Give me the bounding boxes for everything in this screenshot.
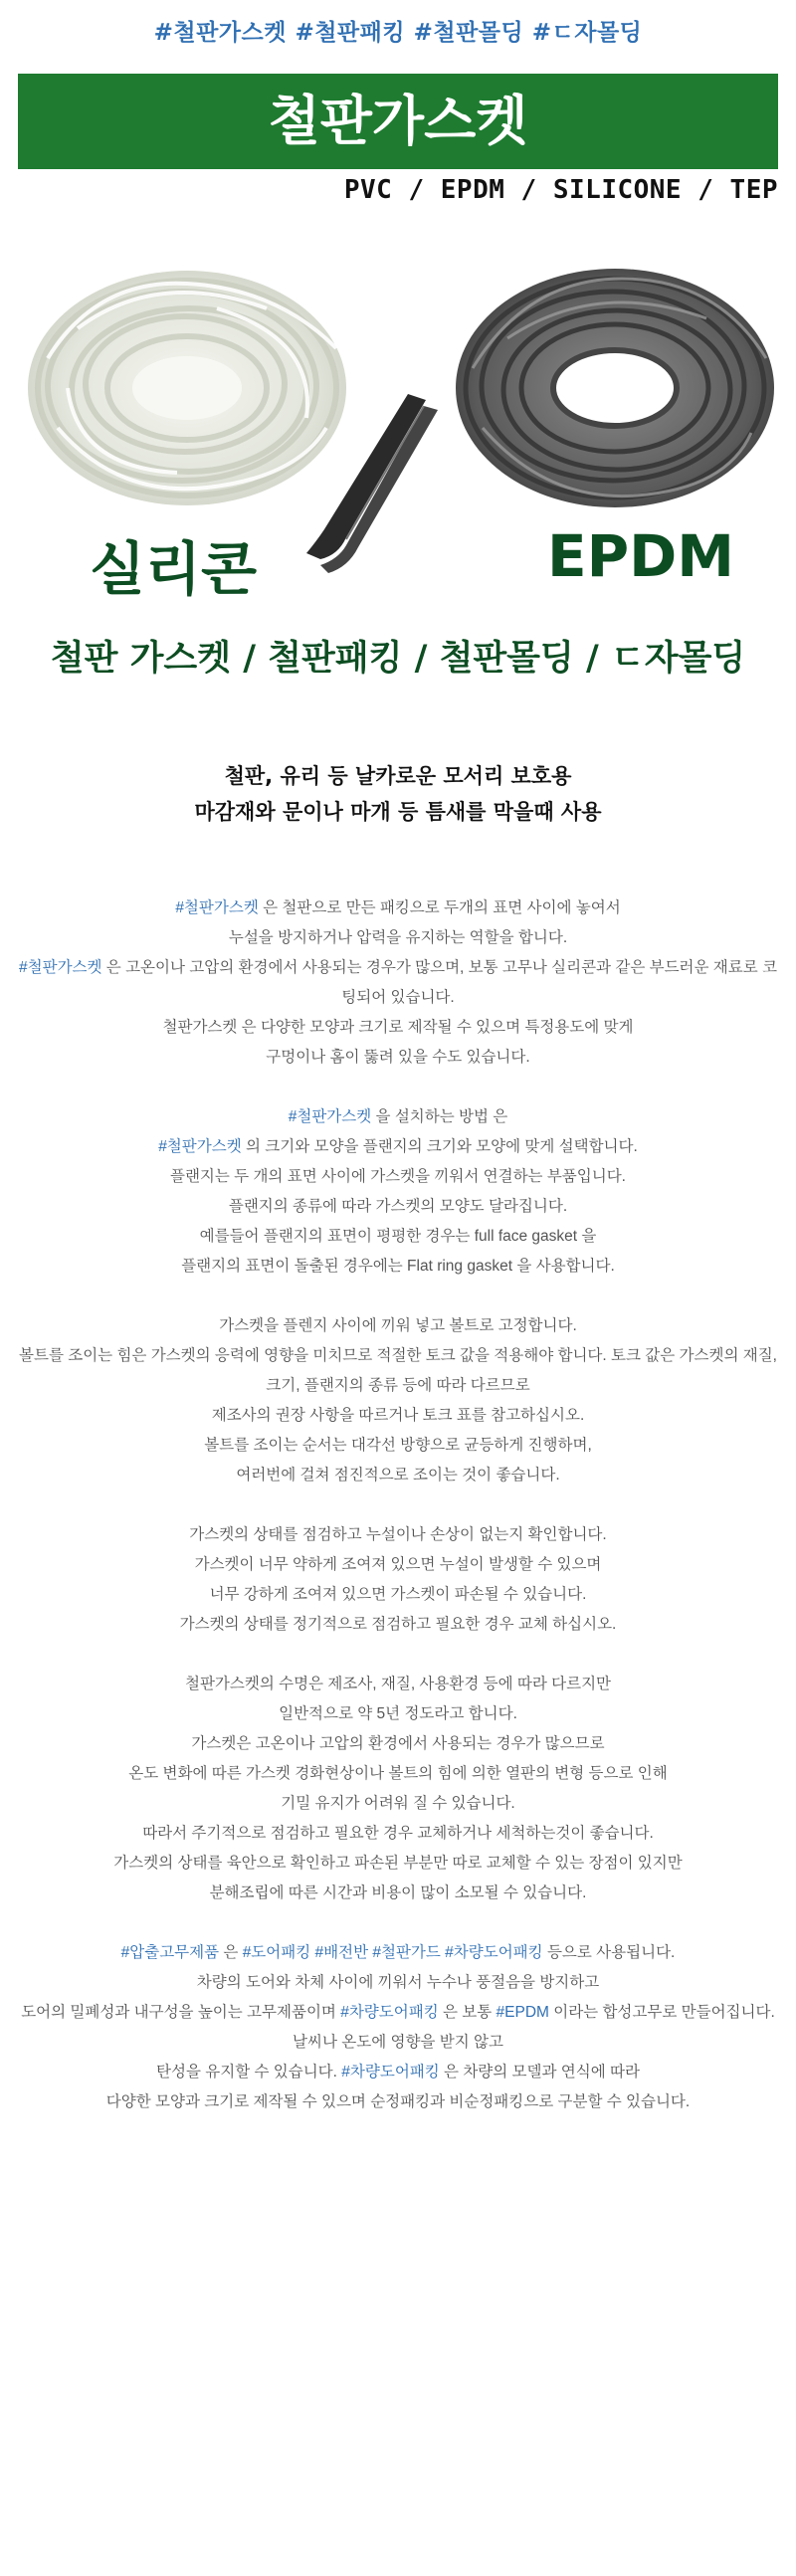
body-line: #압출고무제품 은 #도어패킹 #배전반 #철판가드 #차량도어패킹 등으로 사용됩니다. [120,1944,676,1961]
hashtag-link[interactable]: #철판가스켓 [158,1138,242,1155]
body-line: #철판가스켓 은 철판으로 만든 패킹으로 두개의 표면 사이에 놓여서 [175,899,621,916]
usage-headline-2: 마감재와 문이나 마개 등 틈새를 막을때 사용 [194,800,602,824]
body-line: 분해조립에 따른 시간과 비용이 많이 소모될 수 있습니다. [209,1884,587,1901]
body-line: 팅되어 있습니다. [341,989,455,1006]
body-line: 누설을 방지하거나 압력을 유지하는 역할을 합니다. [228,929,568,946]
description-body [0,893,796,2117]
body-line: 너무 강하게 조여져 있으면 가스켓이 파손될 수 있습니다. [209,1586,587,1603]
hashtag-link[interactable]: #철판가스켓 [288,1108,372,1125]
silicone-label: 실리콘 [90,535,258,603]
hashtag-header[interactable]: #철판가스켓 #철판패킹 #철판몰딩 #ㄷ자몰딩 [153,20,643,46]
hashtag-link[interactable]: #압출고무제품 [120,1944,220,1961]
body-line: 크기, 플랜지의 종류 등에 따라 다르므로 [266,1377,530,1394]
body-line: 가스켓의 상태를 정기적으로 점검하고 필요한 경우 교체 하십시오. [179,1616,617,1633]
body-line: 가스켓이 너무 약하게 조여져 있으면 누설이 발생할 수 있으며 [194,1556,602,1573]
body-line: 날씨나 온도에 영향을 받지 않고 [293,2034,503,2051]
hashtag-link[interactable]: #차량도어패킹 [340,2004,439,2021]
hashtag-link[interactable]: #도어패킹 #배전반 #철판가드 #차량도어패킹 [242,1944,543,1961]
product-subtitle: 철판 가스켓 / 철판패킹 / 철판몰딩 / ㄷ자몰딩 [50,639,746,679]
body-line: 따라서 주기적으로 점검하고 필요한 경우 교체하거나 세척하는것이 좋습니다. [142,1825,654,1842]
materials-caption: PVC / EPDM / SILICONE / TEP [343,175,778,205]
body-line: 도어의 밀폐성과 내구성을 높이는 고무제품이며 #차량도어패킹 은 보통 #EPDM 이라는 합성고무로 만들어집니다. [21,2004,775,2021]
body-line: 일반적으로 약 5년 정도라고 합니다. [279,1705,517,1722]
body-line: 예를들어 플랜지의 표면이 평평한 경우는 full face gasket 을 [199,1228,597,1245]
body-line: 가스켓의 상태를 육안으로 확인하고 파손된 부분만 따로 교체할 수 있는 장점이 있지만 [113,1855,683,1872]
body-line: 볼트를 조이는 순서는 대각선 방향으로 균등하게 진행하며, [204,1437,592,1454]
body-line: 철판가스켓의 수명은 제조사, 재질, 사용환경 등에 따라 다르지만 [184,1676,612,1692]
body-line: 제조사의 권장 사항을 따르거나 토크 표를 참고하십시오. [211,1407,585,1424]
body-line: 구멍이나 홈이 뚫려 있을 수도 있습니다. [266,1049,530,1066]
hashtag-link[interactable]: #철판가스켓 [19,959,102,976]
u-channel-profile-image [298,388,448,587]
body-line: 차량의 도어와 차체 사이에 끼워서 누수나 풍절음을 방지하고 [196,1974,600,1991]
body-line: 온도 변화에 따른 가스켓 경화현상이나 볼트의 힘에 의한 열판의 변형 등으로 인해 [128,1765,668,1782]
body-line: 볼트를 조이는 힘은 가스켓의 응력에 영향을 미치므로 적절한 토크 값을 적용해야 합니다. 토크 값은 가스켓의 재질, [19,1347,777,1364]
hashtag-link[interactable]: #철판가스켓 [175,899,259,916]
body-line: 철판가스켓 은 다양한 모양과 크기로 제작될 수 있으며 특정용도에 맞게 [162,1019,634,1036]
body-line: 플랜지의 표면이 돌출된 경우에는 Flat ring gasket 을 사용합니다. [181,1258,615,1275]
epdm-label: EPDM [547,522,734,590]
body-line: 플랜지는 두 개의 표면 사이에 가스켓을 끼워서 연결하는 부품입니다. [169,1168,626,1185]
body-line: 플랜지의 종류에 따라 가스켓의 모양도 달라집니다. [228,1198,568,1215]
body-line: #철판가스켓 의 크기와 모양을 플랜지의 크기와 모양에 맞게 설택합니다. [158,1138,638,1155]
body-line: 여러번에 걸쳐 점진적으로 조이는 것이 좋습니다. [236,1467,560,1484]
epdm-gasket-coil-image [448,239,781,527]
body-line: 기밀 유지가 어려워 질 수 있습니다. [281,1795,515,1812]
hashtag-link[interactable]: #차량도어패킹 [341,2064,440,2081]
body-line: 가스켓의 상태를 점검하고 누설이나 손상이 없는지 확인합니다. [189,1526,607,1543]
body-line: 가스켓은 고온이나 고압의 환경에서 사용되는 경우가 많으므로 [191,1735,605,1752]
hashtag-link[interactable]: #EPDM [496,2004,549,2021]
body-line: 탄성을 유지할 수 있습니다. #차량도어패킹 은 차량의 모델과 연식에 따라 [156,2064,640,2081]
body-line: #철판가스켓 은 고온이나 고압의 환경에서 사용되는 경우가 많으며, 보통 고무나 실리콘과 같은 부드러운 재료로 코 [19,959,777,976]
usage-headline-1: 철판, 유리 등 날카로운 모서리 보호용 [224,764,572,788]
title-banner: 철판가스켓 [18,74,778,169]
body-line: 가스켓을 플렌지 사이에 끼워 넣고 볼트로 고정합니다. [219,1317,577,1334]
body-line: 다양한 모양과 크기로 제작될 수 있으며 순정패킹과 비순정패킹으로 구분할 수 있습니다. [105,2093,691,2110]
body-line: #철판가스켓 을 설치하는 방법 은 [288,1108,508,1125]
